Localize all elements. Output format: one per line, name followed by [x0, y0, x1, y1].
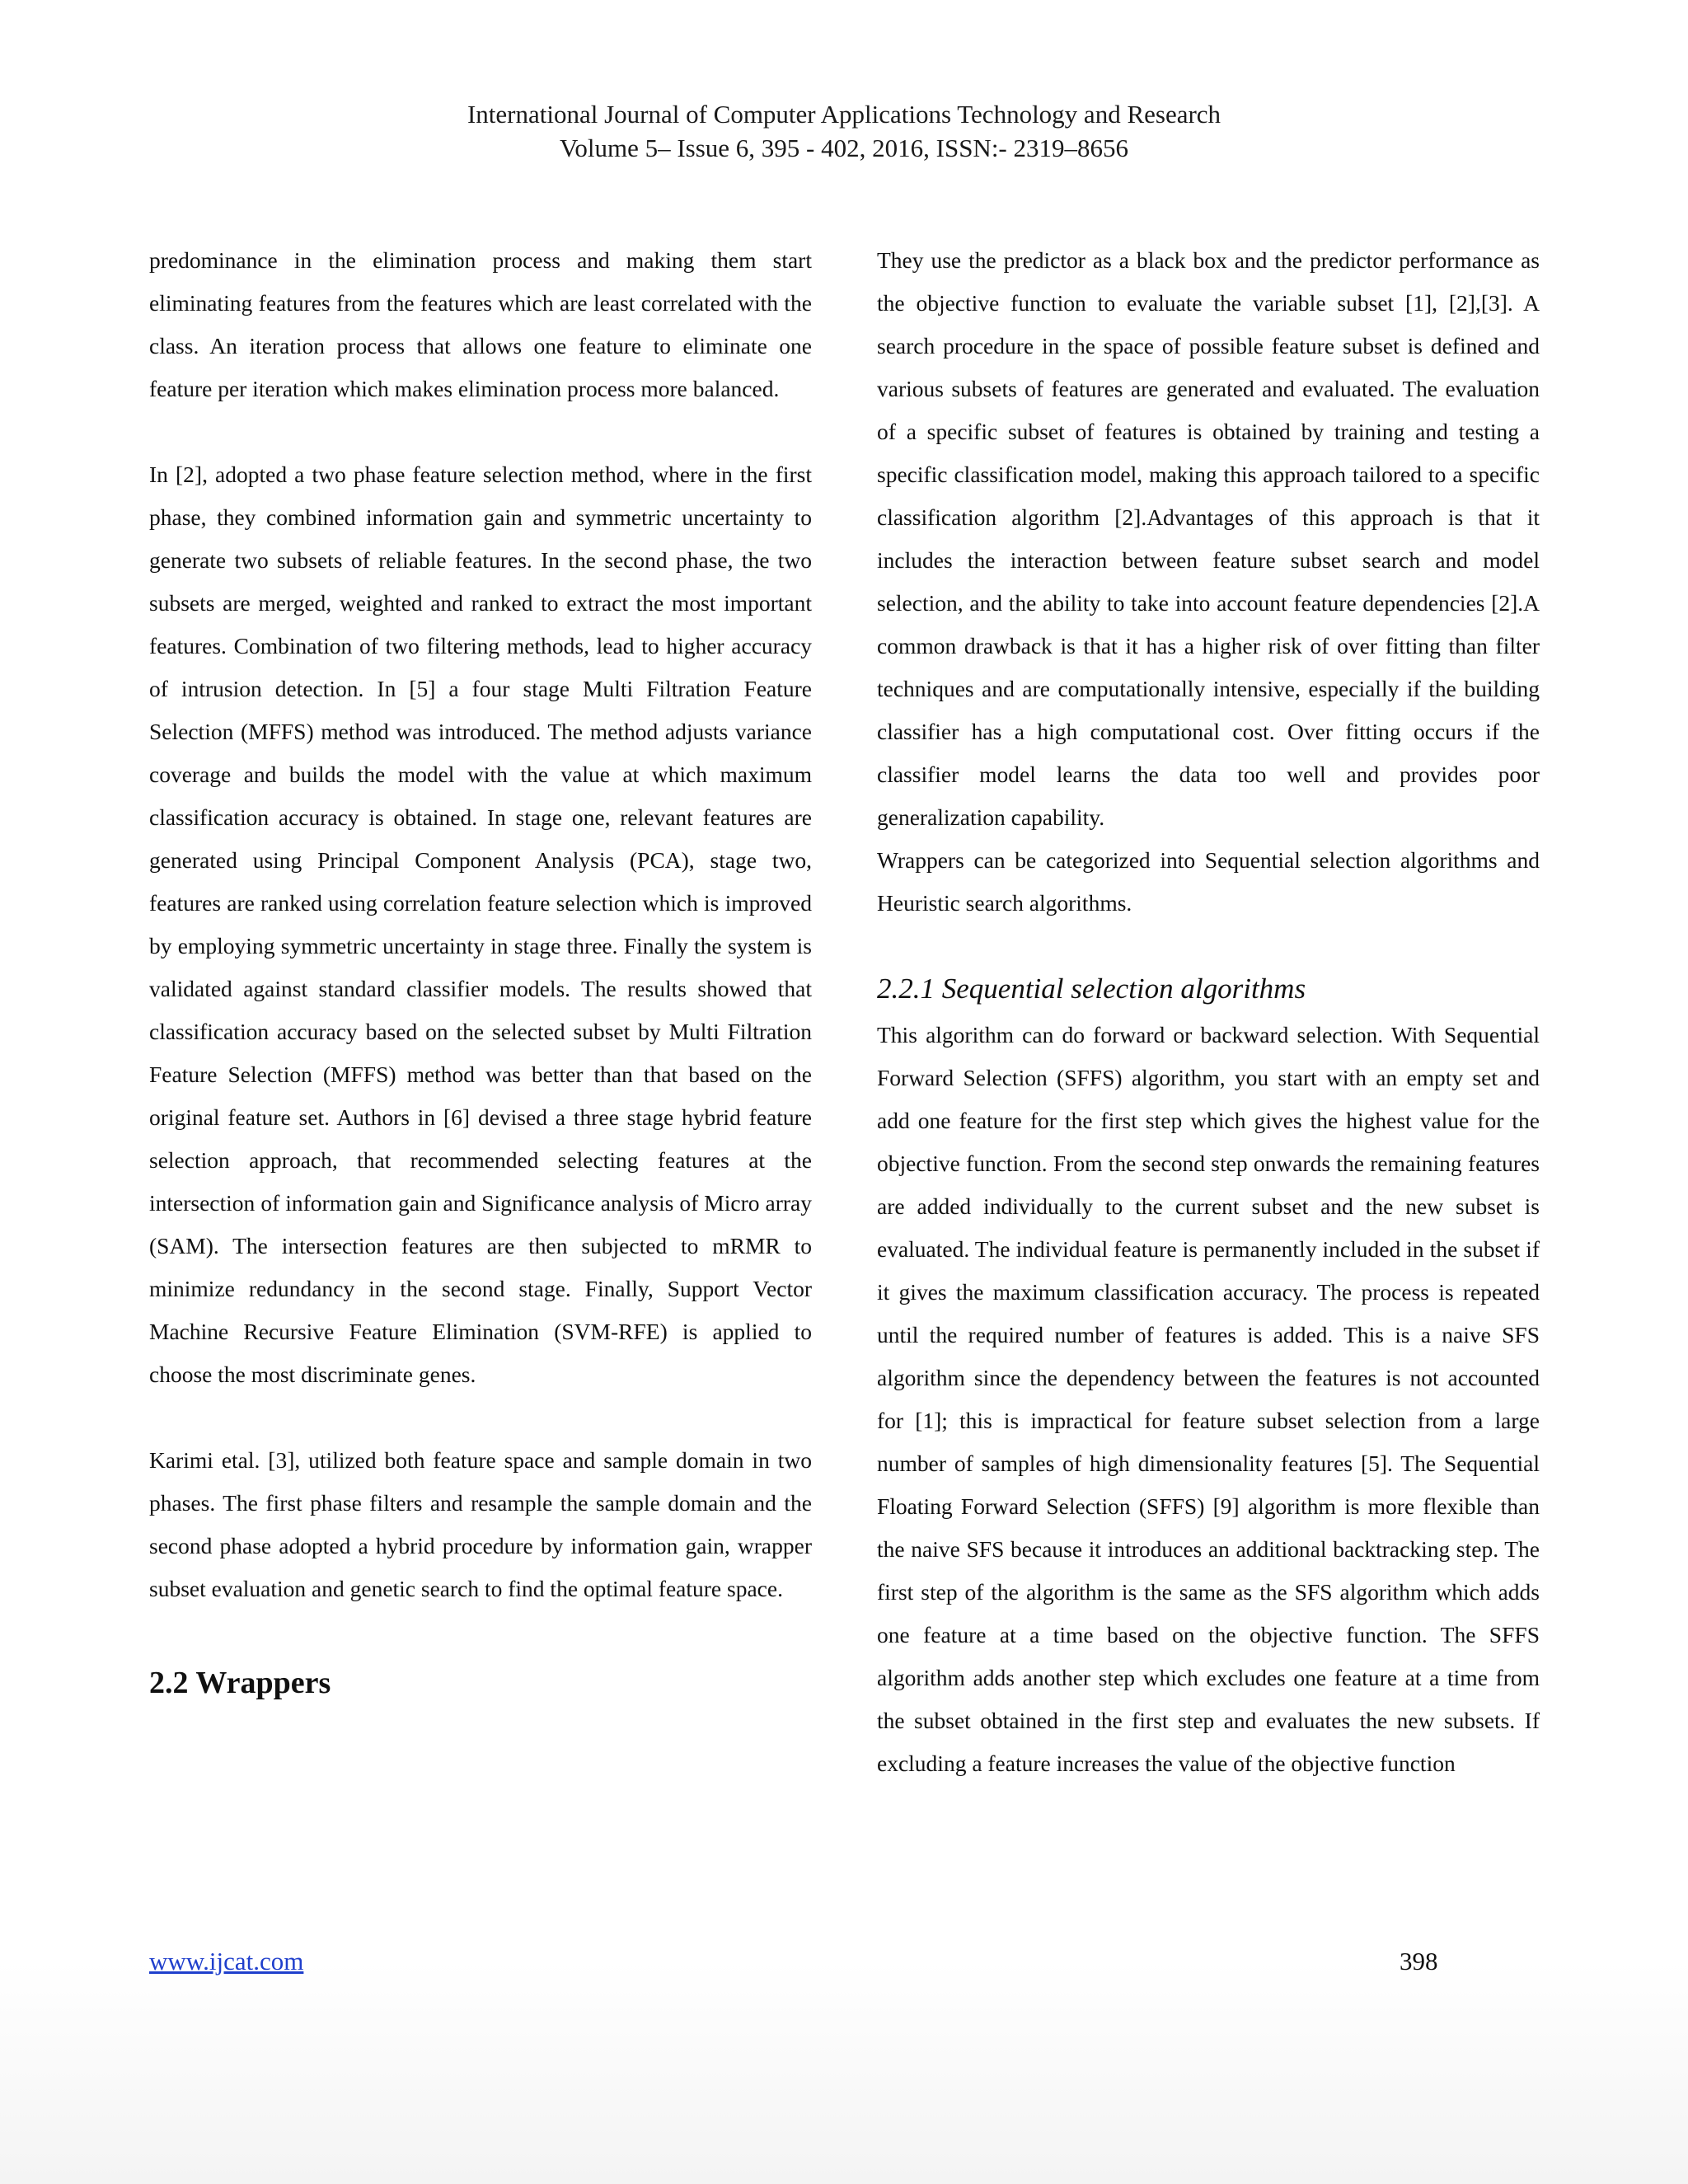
left-paragraph-2: In [2], adopted a two phase feature selection method, where in the first phase, they combined information gain and symmetric uncertainty to generate two subsets of reliable features. In the second phase, the two subsets are merged, weighted and ranked to extract the most important features. Combination of two filtering methods, lead to higher accuracy of intrusion detection. In [5] a four stage Multi Filtration Feature Selection (MFFS) method was introduced. The method adjusts variance coverage and builds the model with the value at which maximum classification accuracy is obtained. In stage one, relevant features are generated using Principal Component Analysis (PCA), stage two, features are ranked using correlation feature selection which is improved by employing symmetric uncertainty in stage three. Finally the system is validated against standard classifier models. The results showed that classification accuracy based on the selected subset by Multi Filtration Feature Selection (MFFS) method was better than that based on the original feature set. Authors in [6] devised a three stage hybrid feature selection approach, that recommended selecting features at the intersection of information gain and Significance analysis of Micro array (SAM). The intersection features are then subjected to mRMR to minimize redundancy in the second stage. Finally, Support Vector Machine Recursive Feature Elimination (SVM-RFE) is applied to choose the most discriminate genes. [149, 462, 812, 1387]
journal-website-link[interactable]: www.ijcat.com [149, 1947, 304, 1975]
volume-issue-line: Volume 5– Issue 6, 395 - 402, 2016, ISSN:- 2319–8656 [559, 134, 1129, 162]
page-number: 398 [1400, 1947, 1438, 1975]
right-column [877, 239, 1540, 1785]
left-column [149, 239, 812, 1713]
section-heading-wrappers: 2.2 Wrappers [149, 1666, 331, 1700]
running-header [0, 97, 1688, 165]
left-paragraph-1: predominance in the elimination process and making them start eliminating features from the features which are least correlated with the class. An iteration process that allows one feature to eliminate one feature per iteration which makes elimination process more balanced. [149, 247, 812, 401]
subsection-heading-sequential: 2.2.1 Sequential selection algorithms [877, 972, 1306, 1005]
right-paragraph-2: Wrappers can be categorized into Sequential selection algorithms and Heuristic search algorithms. [877, 847, 1540, 916]
right-paragraph-1: They use the predictor as a black box and the predictor performance as the objective function to evaluate the variable subset [1], [2],[3]. A search procedure in the space of possible feature subset is defined and various subsets of features are generated and evaluated. The evaluation of a specific subset of features is obtained by training and testing a specific classification model, making this approach tailored to a specific classification algorithm [2].Advantages of this approach is that it includes the interaction between feature subset search and model selection, and the ability to take into account feature dependencies [2].A common drawback is that it has a higher risk of over fitting than filter techniques and are computationally intensive, especially if the building classifier has a high computational cost. Over fitting occurs if the classifier model learns the data too well and provides poor generalization capability. [877, 247, 1540, 830]
right-paragraph-3: This algorithm can do forward or backward selection. With Sequential Forward Selection (SFFS) algorithm, you start with an empty set and add one feature for the first step which gives the highest value for the objective function. From the second step onwards the remaining features are added individually to the current subset and the new subset is evaluated. The individual feature is permanently included in the subset if it gives the maximum classification accuracy. The process is repeated until the required number of features is added. This is a naive SFS algorithm since the dependency between the features is not accounted for [1]; this is impractical for feature subset selection from a large number of samples of high dimensionality features [5]. The Sequential Floating Forward Selection (SFFS) [9] algorithm is more flexible than the naive SFS because it introduces an additional backtracking step. The first step of the algorithm is the same as the SFS algorithm which adds one feature at a time based on the objective function. The SFFS algorithm adds another step which excludes one feature at a time from the subset obtained in the first step and evaluates the new subsets. If excluding a feature increases the value of the objective function [877, 1022, 1540, 1776]
left-paragraph-3: Karimi etal. [3], utilized both feature space and sample domain in two phases. The first phase filters and resample the sample domain and the second phase adopted a hybrid procedure by information gain, wrapper subset evaluation and genetic search to find the optimal feature space. [149, 1447, 812, 1601]
journal-title: International Journal of Computer Applications Technology and Research [467, 100, 1221, 129]
